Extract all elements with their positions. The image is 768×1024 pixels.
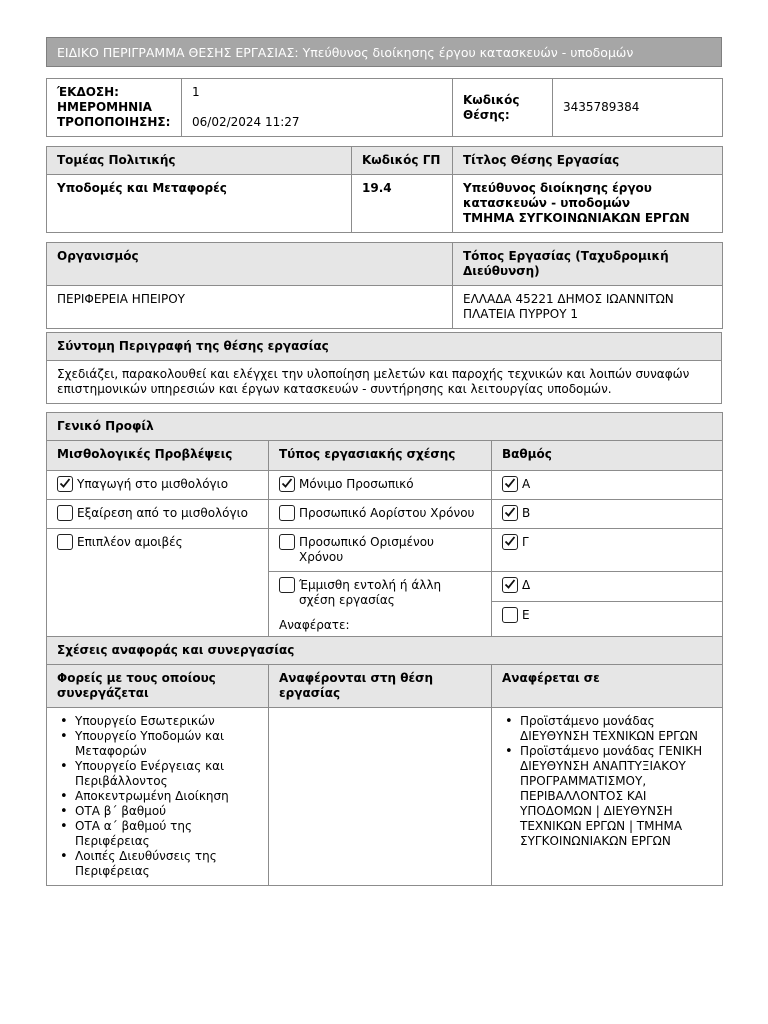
description-text: Σχεδιάζει, παρακολουθεί και ελέγχει την υλοποίηση μελετών και παροχής τεχνικών και λοιπών συναφών επιστημονικών υπηρεσιών και έργων κατασκευών - συντήρησης και λειτουργίας υποδομών. [47,361,722,404]
salary-checkbox-0[interactable] [57,476,73,492]
relation-label-1: Προσωπικό Αορίστου Χρόνου [299,506,475,520]
grade-checkbox-2[interactable] [502,534,518,550]
relation-cell-2 [269,529,492,572]
relation-cell-0 [269,471,492,500]
job-department: ΤΜΗΜΑ ΣΥΓΚΟΙΝΩΝΙΑΚΩΝ ΕΡΓΩΝ [463,211,690,225]
gp-code-header: Κωδικός ΓΠ [352,147,453,175]
workplace-line-2: ΠΛΑΤΕΙΑ ΠΥΡΡΟΥ 1 [463,307,578,321]
list-item: • Υπουργείο Υποδομών και Μεταφορών [57,729,258,759]
organization-value: ΠΕΡΙΦΕΡΕΙΑ ΗΠΕΙΡΟΥ [47,286,453,329]
date-label: ΗΜΕΡΟΜΗΝΙΑ ΤΡΟΠΟΠΟΙΗΣΗΣ: [57,100,171,129]
gp-code-value: 19.4 [352,175,453,233]
document-title: ΕΙΔΙΚΟ ΠΕΡΙΓΡΑΜΜΑ ΘΕΣΗΣ ΕΡΓΑΣΙΑΣ: Υπεύθυνος διοίκησης έργου κατασκευών - υποδομών [46,37,722,67]
policy-sector-value: Υποδομές και Μεταφορές [47,175,352,233]
version-value: 1 [192,85,200,99]
list-item: • Υπουργείο Ενέργειας και Περιβάλλοντος [57,759,258,789]
reports-to-position-cell [269,708,492,886]
description-header: Σύντομη Περιγραφή της θέσης εργασίας [47,333,722,361]
list-item: • Προϊστάμενο μονάδας ΔΙΕΥΘΥΝΣΗ ΤΕΧΝΙΚΩΝ ΕΡΓΩΝ [502,714,712,744]
workplace-header: Τόπος Εργασίας (Ταχυδρομική Διεύθυνση) [453,243,723,286]
reports-to-position-header: Αναφέρονται στη θέση εργασίας [269,665,492,708]
checkmark-icon [59,477,71,489]
salary-cell-2 [47,529,269,640]
relation-label-0: Μόνιμο Προσωπικό [299,477,414,491]
date-value: 06/02/2024 11:27 [192,115,300,129]
grade-label-0: Α [522,477,531,491]
relation-checkbox-1[interactable] [279,505,295,521]
list-item: • ΟΤΑ β΄ βαθμού [57,804,258,819]
reports-to-list [502,714,712,849]
partners-header: Φορείς με τους οποίους συνεργάζεται [47,665,269,708]
grade-label-1: Β [522,506,531,520]
partners-cell [47,708,269,886]
description-table [46,332,722,404]
relation-label-3: Έμμισθη εντολή ή άλλη σχέση εργασίας [299,578,442,607]
salary-label-2: Επιπλέον αμοιβές [77,535,183,549]
grade-checkbox-1[interactable] [502,505,518,521]
checkmark-icon [281,477,293,489]
relation-checkbox-2[interactable] [279,534,295,550]
grade-cell-1 [492,500,723,529]
version-date-labels [47,79,182,137]
grade-cell-0 [492,471,723,500]
position-code-value: 3435789384 [553,79,723,137]
salary-provisions-header: Μισθολογικές Προβλέψεις [47,441,269,471]
checkmark-icon [504,578,516,590]
general-profile-header: Γενικό Προφίλ [47,413,723,441]
workplace-line-1: ΕΛΛΑΔΑ 45221 ΔΗΜΟΣ ΙΩΑΝΝΙΤΩΝ [463,292,674,306]
grade-cell-4 [492,602,723,640]
relation-checkbox-0[interactable] [279,476,295,492]
salary-checkbox-2[interactable] [57,534,73,550]
reports-to-header: Αναφέρεται σε [492,665,723,708]
version-date-values [182,79,453,137]
relation-cell-3 [269,572,492,640]
grade-cell-2 [492,529,723,572]
salary-cell-1 [47,500,269,529]
relations-table [46,636,723,886]
grade-cell-3 [492,572,723,602]
grade-checkbox-0[interactable] [502,476,518,492]
list-item: • Αποκεντρωμένη Διοίκηση [57,789,258,804]
policy-sector-header: Τομέας Πολιτικής [47,147,352,175]
salary-label-1: Εξαίρεση από το μισθολόγιο [77,506,248,520]
grade-checkbox-3[interactable] [502,577,518,593]
grade-label-4: Ε [522,608,530,623]
reports-to-cell [492,708,723,886]
list-item: • Λοιπές Διευθύνσεις της Περιφέρειας [57,849,258,879]
relations-header: Σχέσεις αναφοράς και συνεργασίας [47,637,723,665]
grade-label-3: Δ [522,578,531,592]
relation-note: Αναφέρατε: [279,618,350,632]
workplace-value [453,286,723,329]
grade-header: Βαθμός [492,441,723,471]
checkmark-icon [504,477,516,489]
checkmark-icon [504,535,516,547]
grade-label-2: Γ [522,535,529,549]
partners-list [57,714,258,879]
checkmark-icon [504,506,516,518]
grade-checkbox-4[interactable] [502,607,518,623]
organization-header: Οργανισμός [47,243,453,286]
job-title-header: Τίτλος Θέσης Εργασίας [453,147,723,175]
job-title-value [453,175,723,233]
relation-cell-1 [269,500,492,529]
salary-checkbox-1[interactable] [57,505,73,521]
list-item: • Υπουργείο Εσωτερικών [57,714,258,729]
position-code-label: Κωδικός Θέσης: [453,79,553,137]
list-item: • Προϊστάμενο μονάδας ΓΕΝΙΚΗ ΔΙΕΥΘΥΝΣΗ ΑΝΑΠΤΥΞΙΑΚΟΥ ΠΡΟΓΡΑΜΜΑΤΙΣΜΟΥ, ΠΕΡΙΒΑΛΛΟΝΤΟΣ ΚΑΙ ΥΠΟΔΟΜΩΝ | ΔΙΕΥΘΥΝΣΗ ΤΕΧΝΙΚΩΝ ΕΡΓΩΝ | ΤΜΗΜΑ ΣΥΓΚΟΙΝΩΝΙΑΚΩΝ ΕΡΓΩΝ [502,744,712,849]
relation-checkbox-3[interactable] [279,577,295,593]
job-title-text: Υπεύθυνος διοίκησης έργου κατασκευών - υποδομών [463,181,652,210]
general-profile-table [46,412,723,640]
version-label: ΈΚΔΟΣΗ: [57,85,119,99]
meta-table [46,78,723,137]
organization-table [46,242,723,329]
list-item: • ΟΤΑ α΄ βαθμού της Περιφέρειας [57,819,258,849]
sector-table [46,146,723,233]
salary-label-0: Υπαγωγή στο μισθολόγιο [77,477,229,491]
employment-type-header: Τύπος εργασιακής σχέσης [269,441,492,471]
relation-label-2: Προσωπικό Ορισμένου Χρόνου [299,535,434,564]
salary-cell-0 [47,471,269,500]
